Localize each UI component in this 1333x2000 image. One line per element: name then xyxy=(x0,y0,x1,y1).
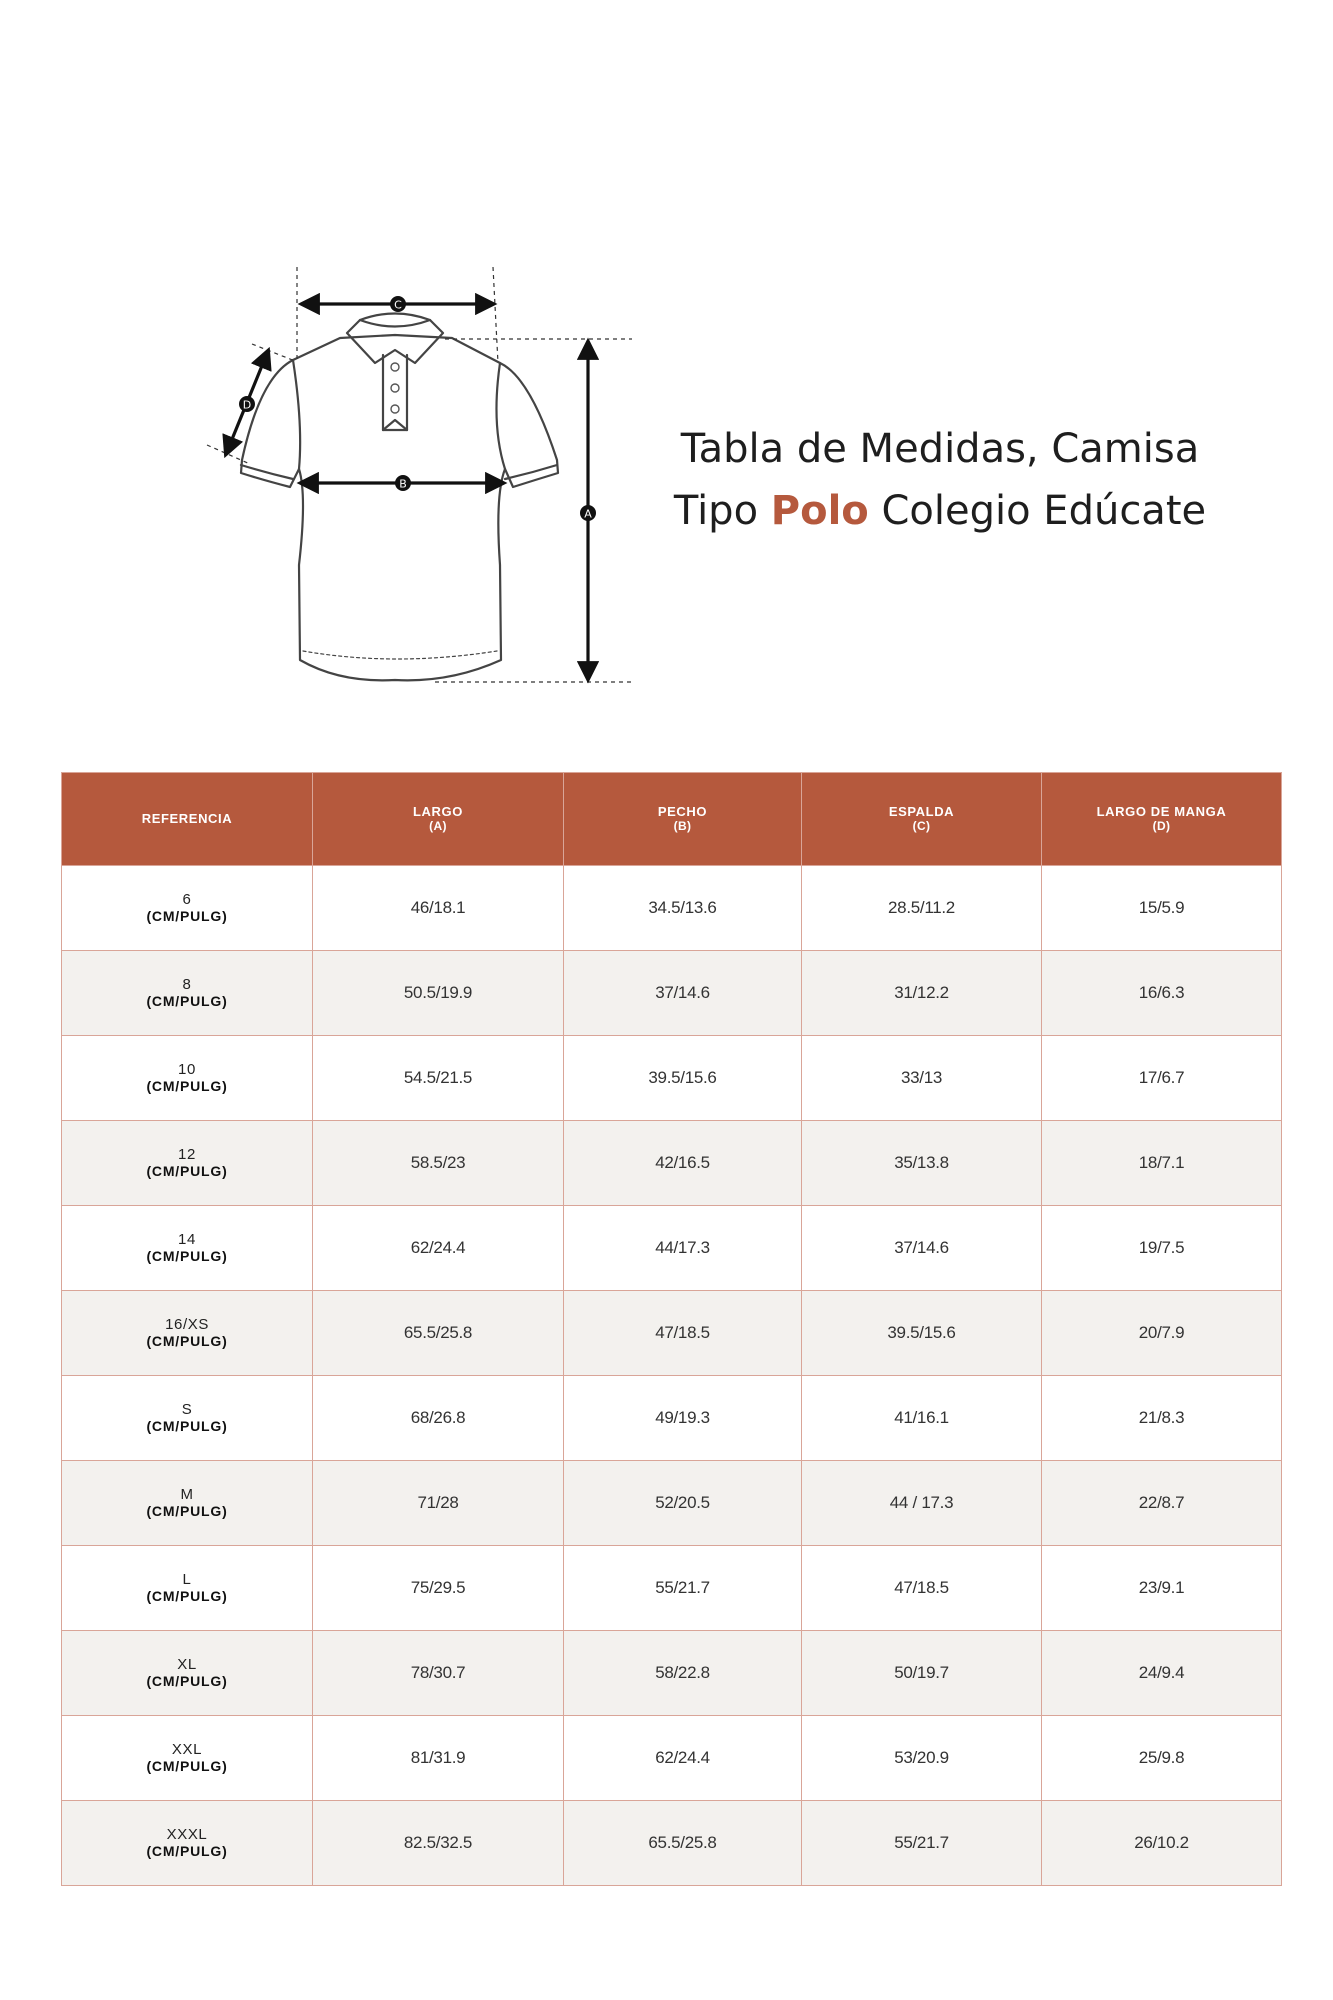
measurement-cell-pecho: 42/16.5 xyxy=(564,1121,802,1206)
table-row xyxy=(62,1206,1282,1291)
measurement-cell-pecho: 39.5/15.6 xyxy=(564,1036,802,1121)
measurement-cell-largo: 71/28 xyxy=(313,1461,564,1546)
table-row xyxy=(62,1801,1282,1886)
column-header-sublabel: (A) xyxy=(429,819,447,833)
title-line-2 xyxy=(660,480,1220,542)
polo-shirt-diagram xyxy=(195,255,645,685)
label-b: B xyxy=(399,477,407,491)
reference-cell xyxy=(62,866,313,951)
title-accent: Polo xyxy=(770,488,869,534)
column-header xyxy=(802,773,1042,866)
table-row xyxy=(62,1036,1282,1121)
buttons xyxy=(391,363,399,413)
measurement-cell-largo: 81/31.9 xyxy=(313,1716,564,1801)
measurement-cell-manga: 20/7.9 xyxy=(1042,1291,1282,1376)
measurement-cell-espalda: 47/18.5 xyxy=(802,1546,1042,1631)
table-row xyxy=(62,1291,1282,1376)
reference-cell xyxy=(62,1206,313,1291)
measurement-cell-manga: 26/10.2 xyxy=(1042,1801,1282,1886)
table-row xyxy=(62,1461,1282,1546)
label-d: D xyxy=(242,398,252,412)
reference-cell xyxy=(62,1376,313,1461)
title-suffix: Colegio Edúcate xyxy=(881,488,1207,534)
measurement-cell-espalda: 33/13 xyxy=(802,1036,1042,1121)
unit-label: (CM/PULG) xyxy=(146,1078,228,1094)
measurement-cell-pecho: 37/14.6 xyxy=(564,951,802,1036)
size-label: 16/XS xyxy=(165,1316,209,1333)
measurement-cell-pecho: 65.5/25.8 xyxy=(564,1801,802,1886)
measurement-cell-largo: 82.5/32.5 xyxy=(313,1801,564,1886)
measurement-cell-largo: 75/29.5 xyxy=(313,1546,564,1631)
unit-label: (CM/PULG) xyxy=(146,1333,228,1349)
measurement-cell-espalda: 50/19.7 xyxy=(802,1631,1042,1716)
reference-cell xyxy=(62,1546,313,1631)
measurement-cell-pecho: 47/18.5 xyxy=(564,1291,802,1376)
measurement-cell-pecho: 34.5/13.6 xyxy=(564,866,802,951)
column-header-sublabel: (C) xyxy=(912,819,931,833)
table-row xyxy=(62,866,1282,951)
measurement-cell-espalda: 35/13.8 xyxy=(802,1121,1042,1206)
measurement-cell-manga: 24/9.4 xyxy=(1042,1631,1282,1716)
table-row xyxy=(62,1376,1282,1461)
measurement-cell-espalda: 53/20.9 xyxy=(802,1716,1042,1801)
reference-cell xyxy=(62,1461,313,1546)
column-header-label: LARGO xyxy=(413,804,463,819)
measurement-cell-pecho: 55/21.7 xyxy=(564,1546,802,1631)
measurement-cell-manga: 15/5.9 xyxy=(1042,866,1282,951)
column-header xyxy=(313,773,564,866)
label-a: A xyxy=(584,507,592,521)
unit-label: (CM/PULG) xyxy=(146,908,228,924)
table-header-row xyxy=(62,773,1282,866)
size-label: M xyxy=(180,1486,194,1503)
measurement-cell-largo: 58.5/23 xyxy=(313,1121,564,1206)
measurement-cell-manga: 19/7.5 xyxy=(1042,1206,1282,1291)
reference-cell xyxy=(62,1801,313,1886)
title-prefix: Tipo xyxy=(673,488,759,534)
table-row xyxy=(62,1716,1282,1801)
column-header-sublabel: (B) xyxy=(673,819,692,833)
measurement-labels xyxy=(239,296,596,521)
column-header-label: PECHO xyxy=(657,804,708,819)
column-header-label: ESPALDA xyxy=(888,804,955,819)
measurement-cell-manga: 17/6.7 xyxy=(1042,1036,1282,1121)
measurement-cell-pecho: 44/17.3 xyxy=(564,1206,802,1291)
measurement-cell-largo: 46/18.1 xyxy=(313,866,564,951)
unit-label: (CM/PULG) xyxy=(146,1758,228,1774)
reference-cell xyxy=(62,1121,313,1206)
label-c: C xyxy=(394,298,402,312)
table-row xyxy=(62,1121,1282,1206)
size-label: 12 xyxy=(178,1146,196,1163)
measurement-cell-largo: 78/30.7 xyxy=(313,1631,564,1716)
unit-label: (CM/PULG) xyxy=(146,1418,228,1434)
size-label: 8 xyxy=(182,976,192,993)
measurement-cell-largo: 50.5/19.9 xyxy=(313,951,564,1036)
size-label: 6 xyxy=(182,891,192,908)
measurement-cell-manga: 21/8.3 xyxy=(1042,1376,1282,1461)
title-line-1: Tabla de Medidas, Camisa xyxy=(680,426,1200,472)
size-chart-table xyxy=(61,772,1282,1886)
size-label: XXXL xyxy=(166,1826,208,1843)
unit-label: (CM/PULG) xyxy=(146,1248,228,1264)
unit-label: (CM/PULG) xyxy=(146,1163,228,1179)
column-header xyxy=(62,773,313,866)
measurement-cell-espalda: 55/21.7 xyxy=(802,1801,1042,1886)
measurement-cell-espalda: 37/14.6 xyxy=(802,1206,1042,1291)
unit-label: (CM/PULG) xyxy=(146,1673,228,1689)
measurement-cell-manga: 25/9.8 xyxy=(1042,1716,1282,1801)
measurement-cell-espalda: 39.5/15.6 xyxy=(802,1291,1042,1376)
unit-label: (CM/PULG) xyxy=(146,993,228,1009)
size-label: 14 xyxy=(178,1231,196,1248)
reference-cell xyxy=(62,1036,313,1121)
table-row xyxy=(62,1631,1282,1716)
column-header-label: REFERENCIA xyxy=(141,811,233,826)
measurement-cell-pecho: 52/20.5 xyxy=(564,1461,802,1546)
measurement-cell-largo: 62/24.4 xyxy=(313,1206,564,1291)
reference-cell xyxy=(62,1291,313,1376)
page-title xyxy=(660,418,1220,542)
size-label: XL xyxy=(177,1656,197,1673)
measurement-cell-espalda: 31/12.2 xyxy=(802,951,1042,1036)
measurement-cell-largo: 65.5/25.8 xyxy=(313,1291,564,1376)
measurement-cell-espalda: 41/16.1 xyxy=(802,1376,1042,1461)
measurement-cell-manga: 23/9.1 xyxy=(1042,1546,1282,1631)
size-label: S xyxy=(181,1401,193,1418)
reference-cell xyxy=(62,951,313,1036)
measurement-cell-pecho: 58/22.8 xyxy=(564,1631,802,1716)
table-row xyxy=(62,1546,1282,1631)
reference-cell xyxy=(62,1631,313,1716)
measurement-cell-manga: 22/8.7 xyxy=(1042,1461,1282,1546)
unit-label: (CM/PULG) xyxy=(146,1503,228,1519)
measurement-cell-espalda: 44 / 17.3 xyxy=(802,1461,1042,1546)
column-header xyxy=(564,773,802,866)
measurement-cell-largo: 68/26.8 xyxy=(313,1376,564,1461)
column-header-label: LARGO DE MANGA xyxy=(1096,804,1227,819)
reference-cell xyxy=(62,1716,313,1801)
table-row xyxy=(62,951,1282,1036)
measurement-cell-espalda: 28.5/11.2 xyxy=(802,866,1042,951)
column-header xyxy=(1042,773,1282,866)
measurement-cell-pecho: 62/24.4 xyxy=(564,1716,802,1801)
size-label: XXL xyxy=(171,1741,203,1758)
column-header-sublabel: (D) xyxy=(1152,819,1171,833)
measurement-cell-manga: 18/7.1 xyxy=(1042,1121,1282,1206)
shirt-outline xyxy=(241,314,558,681)
unit-label: (CM/PULG) xyxy=(146,1843,228,1859)
measurement-cell-manga: 16/6.3 xyxy=(1042,951,1282,1036)
size-label: L xyxy=(182,1571,192,1588)
measurement-cell-pecho: 49/19.3 xyxy=(564,1376,802,1461)
unit-label: (CM/PULG) xyxy=(146,1588,228,1604)
measurement-cell-largo: 54.5/21.5 xyxy=(313,1036,564,1121)
size-label: 10 xyxy=(178,1061,196,1078)
